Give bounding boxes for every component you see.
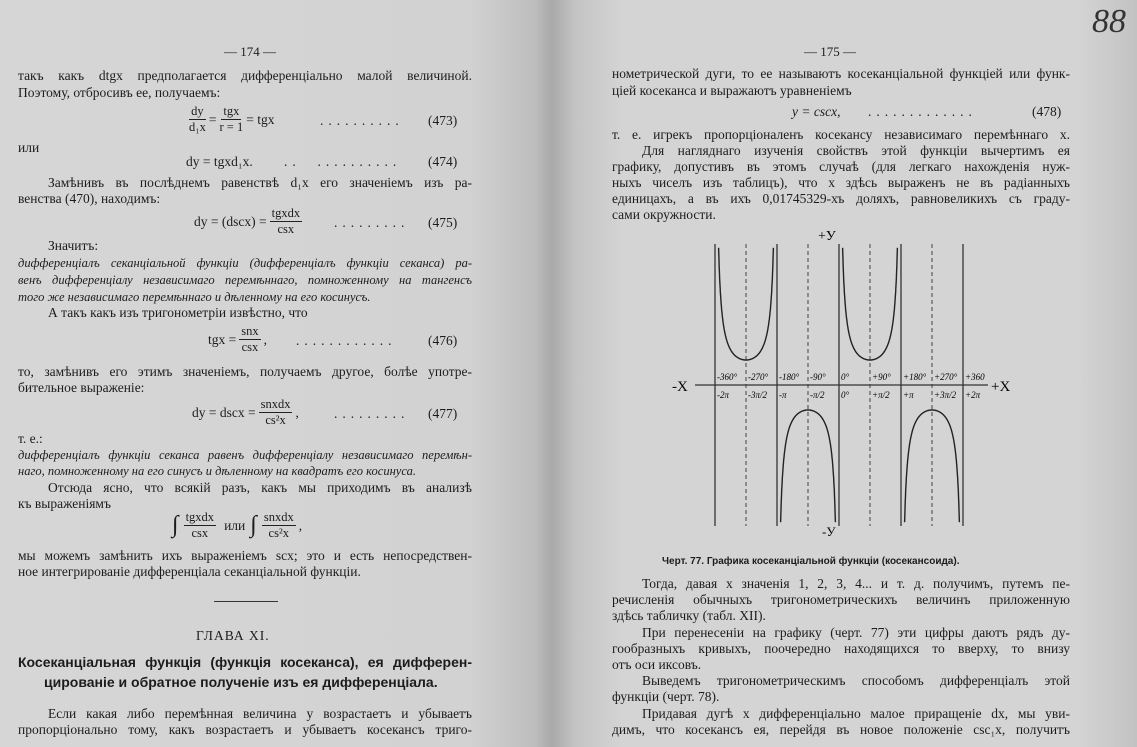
leader-dots: .. .......... [284,154,402,169]
handwritten-mark: 88 [1092,3,1126,40]
numerator: dy [191,104,204,118]
degree-tick-label: +270° [934,372,958,382]
text-line: Значитъ: [48,238,99,253]
equation-number: (478) [1032,104,1062,119]
text-line: функціи (черт. 78). [612,689,720,704]
denominator: r = 1 [219,120,244,134]
integral-sign: ∫ [250,512,257,538]
integral-sign: ∫ [172,512,179,538]
degree-tick-label: -360° [717,372,738,382]
denominator: csx [241,340,259,354]
text-line: къ выраженіямъ [18,496,111,511]
section-divider [214,601,278,602]
equation-473 [186,104,274,135]
x-minus-label: -X [672,379,688,395]
radian-tick-label: +π/2 [872,390,890,400]
radian-tick-label: -π [779,390,787,400]
comma: , [298,517,303,533]
text-line: Если какая либо перемѣнная величина y возрастаетъ и убываетъ [48,706,472,721]
equation-476 [208,324,267,355]
numerator: snxdx [263,510,294,524]
numerator: tgxdx [271,206,301,220]
degree-tick-label: -270° [748,372,769,382]
equals: = [208,111,217,127]
equation-478: y = cscx, [792,104,841,119]
radian-tick-label: -π/2 [810,390,825,400]
text-line: А такъ какъ изъ тригонометріи извѣстно, что [48,305,308,320]
equation-lhs: dy = dscx = [192,404,256,420]
text-line: т. е. игрекъ пропорціоналенъ косекансу независимаго перемѣннаго x. [612,127,1070,142]
chapter-heading: Косеканціальная функція (функція косеканса), ея дифферен- [18,654,472,670]
equation-number: (473) [428,113,458,128]
equation-477 [192,397,299,428]
text-line: или [18,140,40,155]
y-minus-label: -У [822,524,836,539]
degree-tick-label: +90° [872,372,891,382]
italic-line: дифференціалъ секанціальной функціи (дифференціалъ функціи секанса) ра- [18,256,472,270]
text-line: Замѣнивъ въ послѣднемъ равенствѣ d₁x его значеніемъ изъ ра- [48,175,472,190]
numerator: tgxdx [185,510,215,524]
text-line: мы можемъ замѣнить ихъ выраженіемъ scx; это и есть непосредствен- [18,548,472,563]
chapter-heading: цированіе и обратное полученіе изъ ея дифференціала. [44,674,438,690]
leader-dots: ......... [334,215,410,230]
leader-dots: .......... [320,113,404,128]
italic-line: того же независимаго перемѣннаго и дѣленному на его косинусъ. [18,290,371,304]
text-line: единицахъ, а въ ихъ 0,01745329-хъ доляхъ, равновеликихъ съ граду- [612,191,1070,206]
leader-dots: ............ [296,333,397,348]
equation-lhs: tgx = [208,331,237,347]
text-line: то, замѣнивъ его этимъ значеніемъ, получаемъ другое, болѣе употре- [18,364,472,379]
text-line: нометрической дуги, то ее называютъ косеканціальной функціей или функ- [612,66,1070,81]
x-plus-label: +X [991,379,1010,395]
degree-tick-label: 0° [841,372,850,382]
degree-tick-label: +360 [965,372,985,382]
text-line: ціей косеканса и выражаютъ уравненіемъ [612,83,852,98]
text-line: т. е.: [18,431,43,446]
numerator: tgx [223,104,240,118]
denominator: d₁x [189,120,206,134]
equation-number: (476) [428,333,458,348]
text-line: отъ оси иксовъ. [612,657,702,672]
denominator: cs²x [268,526,289,540]
radian-tick-label: +π [903,390,914,400]
text-line: графику, допустивъ въ этомъ случаѣ (для легкаго нахожденія нуж- [612,159,1070,174]
text-line: Отсюда ясно, что всякій разъ, какъ мы приходимъ въ анализѣ [48,480,472,495]
cosecant-graph [650,224,1010,546]
text-line: Выведемъ тригонометрическимъ способомъ дифференціалъ этой [642,673,1070,688]
leader-dots: ............. [868,104,977,119]
text-line: ныхъ чиселъ изъ таблицъ), что x здѣсь выраженъ не въ радіанныхъ [612,175,1070,190]
text-line: такъ какъ dtgx предполагается дифференціально малой величиной. [18,68,472,83]
or-word: или [224,517,246,533]
text-line: здѣсь табличку (табл. XII). [612,608,766,623]
leader-dots: ......... [334,406,410,421]
comma: , [295,404,299,420]
numerator: snxdx [260,397,291,411]
text-line: венства (470), находимъ: [18,191,161,206]
italic-line: дифференціалъ функціи секанса равенъ дифференціалу независимаго перемѣн- [18,448,472,462]
text-line: гообразныхъ кривыхъ, поочередно находящихся то вверху, то внизу [612,641,1070,656]
italic-line: венъ дифференціалу независимаго перемѣннаго, помноженному на тангенсъ [18,273,472,287]
text-line: Для нагляднаго изученія свойствъ этой функціи вычертимъ ея [642,143,1070,158]
radian-tick-label: -2π [717,390,730,400]
text-line: речисленія обычныхъ тригонометрическихъ величинъ приложенную [612,592,1070,607]
radian-tick-label: +2π [965,390,981,400]
radian-tick-label: +3π/2 [934,390,957,400]
page-number-left: — 174 — [224,44,276,59]
text-line: димъ, что косекансъ ея, перейдя въ новое положеніе csc₁x, получитъ [612,722,1070,737]
equation-number: (477) [428,406,458,421]
figure-caption: Черт. 77. Графика косеканціальной функціи (косекансоида). [662,556,960,567]
equation-474: dy = tgxd₁x. [186,154,253,169]
y-plus-label: +У [818,229,836,244]
comma: , [263,331,267,347]
equation-475 [194,206,305,237]
degree-tick-label: -90° [810,372,826,382]
radian-tick-label: 0° [841,390,850,400]
equation-number: (474) [428,154,458,169]
integrals [172,510,302,541]
text-line: ное интегрированіе дифференціала секанціальной функціи. [18,564,361,579]
degree-tick-label: -180° [779,372,800,382]
text-line: Придавая дугѣ x дифференціально малое приращеніе dx, мы уви- [642,706,1070,721]
numerator: snx [241,324,259,338]
equation-number: (475) [428,215,458,230]
text-line: Поэтому, отбросивъ ее, получаемъ: [18,85,221,100]
denominator: csx [277,222,295,236]
text-line: Тогда, давая x значенія 1, 2, 3, 4... и т. д. получимъ, путемъ пе- [642,576,1070,591]
radian-tick-label: -3π/2 [748,390,768,400]
text-line: При перенесеніи на графику (черт. 77) эти цифры даютъ рядъ ду- [642,625,1070,640]
text-line: сами окружности. [612,207,716,222]
equation-rest: = tgx [246,111,275,127]
equation-lhs: dy = (dscx) = [194,213,267,229]
chapter-number: ГЛАВА XI. [196,628,270,643]
text-line: бительное выраженіе: [18,380,145,395]
degree-tick-label: +180° [903,372,927,382]
page-number-right: — 175 — [804,44,856,59]
denominator: cs²x [265,413,286,427]
italic-line: наго, помноженному на его синусъ и дѣленному на квадратъ его косинуса. [18,464,416,478]
text-line: пропорціонально тому, какъ возрастаетъ и убываетъ косекансъ триго- [18,722,472,737]
denominator: csx [191,526,209,540]
